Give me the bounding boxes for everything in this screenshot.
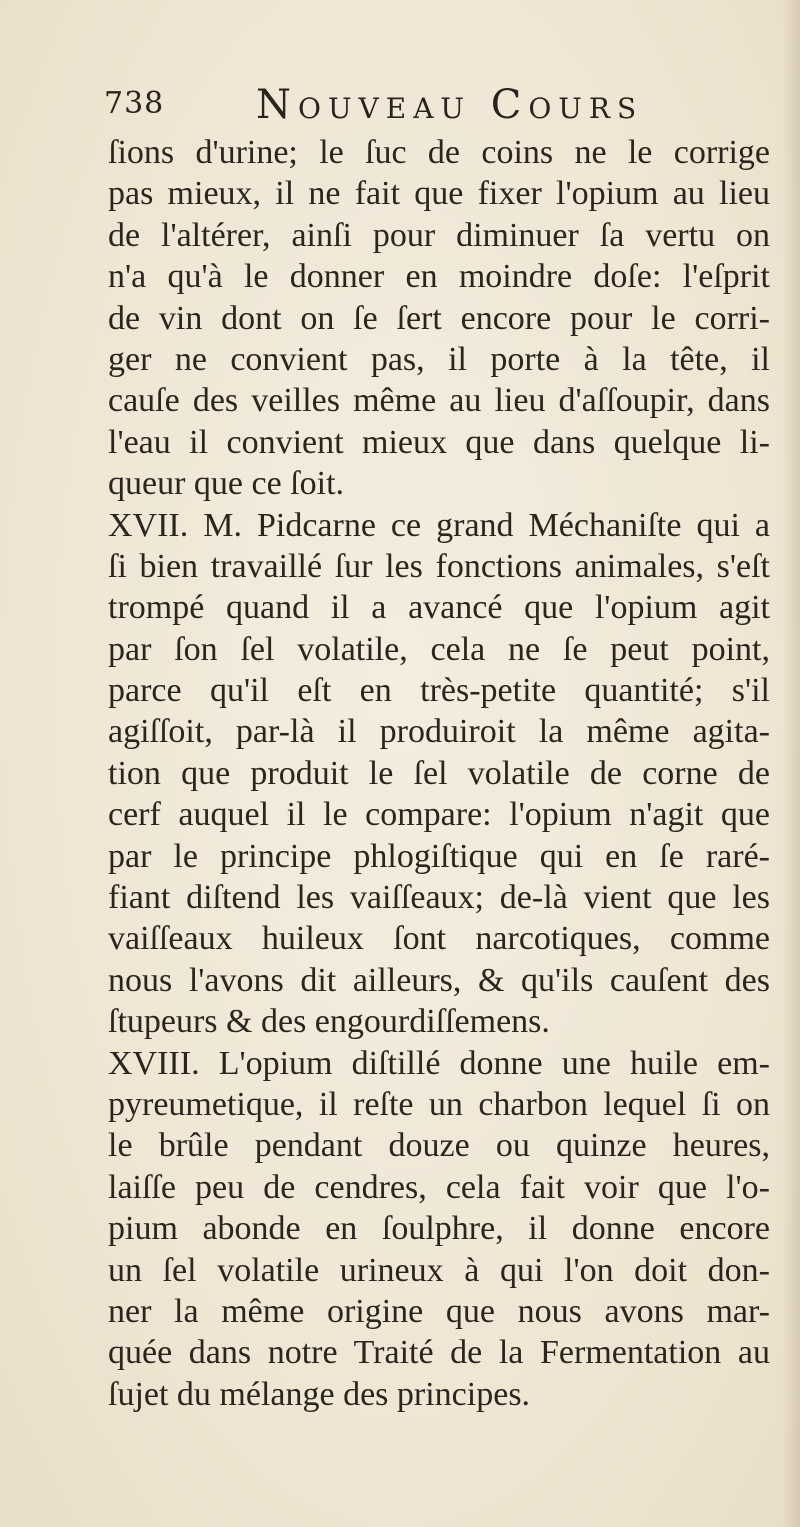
- text-line: laiſſe peu de cendres, cela fait voir que l'o-: [108, 1168, 770, 1206]
- text-line: pium abonde en ſoulphre, il donne encore: [108, 1210, 770, 1248]
- running-head: [104, 82, 664, 128]
- text-line: de l'altérer, ainſi pour diminuer ſa vertu on: [108, 216, 770, 254]
- paragraph-end-line: queur que ce ſoit.: [108, 465, 345, 503]
- text-line: XVII. M. Pidcarne ce grand Méchaniſte qui a: [108, 506, 770, 544]
- text-line: le brûle pendant douze ou quinze heures,: [108, 1127, 770, 1165]
- text-line: quée dans notre Traité de la Fermentation au: [108, 1334, 770, 1372]
- text-line: l'eau il convient mieux que dans quelque li-: [108, 423, 770, 461]
- text-line: par ſon ſel volatile, cela ne ſe peut point,: [108, 630, 770, 668]
- text-line: agiſſoit, par-là il produiroit la même agita-: [108, 713, 770, 751]
- page-number: 738: [104, 86, 165, 121]
- running-title: Nouveau Cours: [256, 82, 644, 128]
- text-line: un ſel volatile urineux à qui l'on doit don-: [108, 1251, 770, 1289]
- text-line: n'a qu'à le donner en moindre doſe: l'eſprit: [108, 258, 770, 296]
- text-line: parce qu'il eſt en très-petite quantité; s'il: [108, 672, 770, 710]
- text-line: tion que produit le ſel volatile de corne de: [108, 754, 770, 792]
- text-line: pyreumetique, il reſte un charbon lequel ſi on: [108, 1085, 770, 1123]
- text-line: de vin dont on ſe ſert encore pour le corri-: [108, 299, 770, 337]
- body-text: [108, 132, 770, 1415]
- text-line: ner la même origine que nous avons mar-: [108, 1292, 770, 1330]
- text-line: ſions d'urine; le ſuc de coins ne le corrige: [108, 134, 770, 171]
- text-line: XVIII. L'opium diſtillé donne une huile em-: [108, 1044, 770, 1082]
- text-line: cerf auquel il le compare: l'opium n'agit que: [108, 796, 770, 834]
- paragraph-end-line: ſujet du mélange des principes.: [108, 1375, 531, 1413]
- paragraph-end-line: ſtupeurs & des engourdiſſemens.: [108, 1003, 550, 1041]
- text-line: nous l'avons dit ailleurs, & qu'ils cauſent des: [108, 961, 770, 999]
- text-line: cauſe des veilles même au lieu d'aſſoupir, dans: [108, 382, 770, 420]
- text-line: trompé quand il a avancé que l'opium agit: [108, 589, 770, 627]
- text-line: fiant diſtend les vaiſſeaux; de-là vient que les: [108, 879, 770, 917]
- text-line: vaiſſeaux huileux ſont narcotiques, comme: [108, 920, 770, 958]
- text-line: ſi bien travaillé ſur les fonctions animales, s'eſt: [108, 547, 770, 585]
- text-line: ger ne convient pas, il porte à la tête, il: [108, 340, 770, 378]
- text-line: par le principe phlogiſtique qui en ſe raré-: [108, 837, 770, 875]
- text-line: pas mieux, il ne fait que fixer l'opium au lieu: [108, 175, 770, 213]
